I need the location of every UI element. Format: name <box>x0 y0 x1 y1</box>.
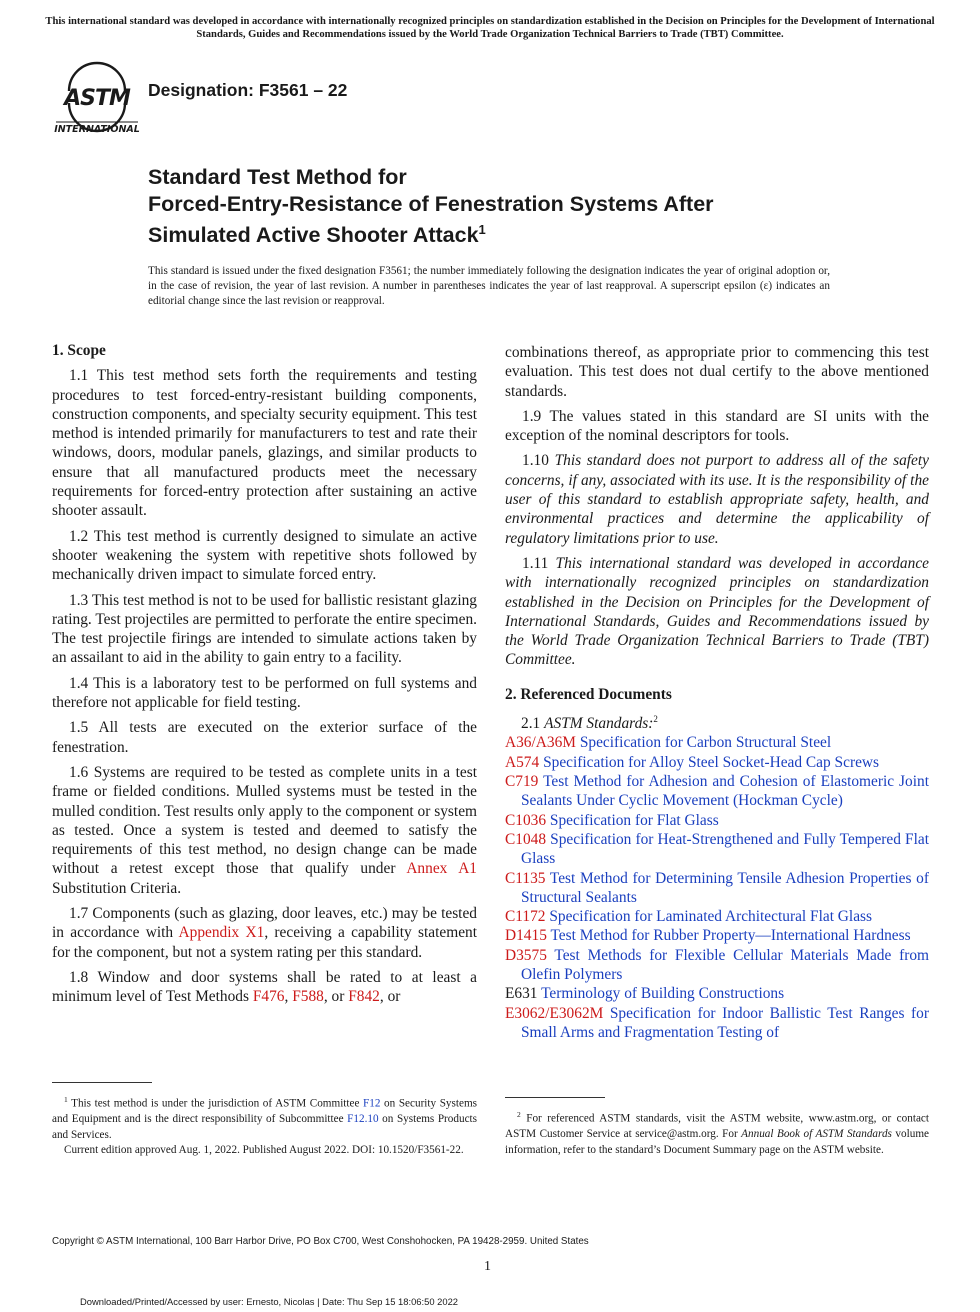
reference-code-link[interactable]: D3575 <box>505 946 547 964</box>
para-1-8: 1.8 Window and door systems shall be rated to at least a minimum level of Test Methods F476, F588, or F842, or <box>52 968 477 1006</box>
para-1-5: 1.5 All tests are executed on the exterior surface of the fenestration. <box>52 719 477 756</box>
reference-code-link[interactable]: C1036 <box>505 811 547 829</box>
edition-note: Current edition approved Aug. 1, 2022. Published August 2022. DOI: 10.1520/F3561-22. <box>64 1144 464 1157</box>
reference-item <box>505 1004 929 1043</box>
reference-item <box>505 907 929 926</box>
title-line-1: Standard Test Method for <box>148 165 407 189</box>
footnote-rule-left <box>52 1082 152 1083</box>
copyright-line: Copyright © ASTM International, 100 Barr Harbor Drive, PO Box C700, West Conshohocken, PA 19428-2959. United States <box>52 1236 589 1247</box>
reference-item <box>505 926 929 945</box>
reference-item <box>505 869 929 908</box>
document-title <box>148 164 908 249</box>
para-1-7: 1.7 Components (such as glazing, door leaves, etc.) may be tested in accordance with Appendix X1, receiving a capability statement for the component, but not a system rating per this standard. <box>52 905 478 961</box>
f12-10-link[interactable]: F12.10 <box>347 1113 379 1126</box>
download-stamp: Downloaded/Printed/Accessed by user: Ernesto, Nicolas | Date: Thu Sep 15 18:06:50 2022 <box>80 1296 459 1307</box>
appendix-x1-link[interactable]: Appendix X1 <box>178 924 265 942</box>
para-1-1: 1.1 This test method sets forth the requirements and testing procedures to test forced-entry-resistant building components, construction components, and specialty security equipment. This test method is intended primarily for manufacturers to test and rate their windows, doors, modular panels, glazings, and similar products to ensure that all manufactured products meet the necessary requirements for forced-entry protection after sustaining an active shooter assault. <box>52 367 477 520</box>
reference-title-link[interactable]: Terminology of Building Constructions <box>541 985 785 1003</box>
para-1-8-continued: combinations thereof, as appropriate prior to commencing this test evaluation. This test does not dual certify to the above mentioned standards. <box>505 344 929 400</box>
reference-code-link[interactable]: C1172 <box>505 908 546 926</box>
astm-logo <box>54 56 140 136</box>
para-1-4: 1.4 This is a laboratory test to be performed on full systems and therefore not applicable for field testing. <box>52 674 477 712</box>
reference-title-link[interactable]: Test Method for Rubber Property—International Hardness <box>550 927 911 945</box>
reference-item <box>505 753 929 772</box>
svg-text:INTERNATIONAL: INTERNATIONAL <box>54 124 140 135</box>
reference-item <box>505 984 929 1003</box>
page-number: 1 <box>484 1259 491 1274</box>
para-1-2: 1.2 This test method is currently designed to simulate an active shooter weakening the system with repetitive shots followed by mechanically driven impact to simulate forced entry. <box>52 527 477 584</box>
footnote-1: $^1$ This test method is under the jurisdiction of ASTM Committee F12 on Security Systems and Equipment and is the direct responsibility of Subcommittee F12.10 on Systems Products and Services. Current edition approved Aug. 1, 2022. Published August 2022. DOI: 10.1520/F3561-22. <box>52 1092 477 1159</box>
f842-link[interactable]: F842 <box>348 988 380 1006</box>
footnote-2: $^2$ For referenced ASTM standards, visit the ASTM website, www.astm.org, or contact ASTM Customer Service at service@astm.org. For Annual Book of ASTM Standards volume information, refer to the standard’s Document Summary page on the ASTM website. <box>505 1110 929 1156</box>
para-1-6: 1.6 Systems are required to be tested as complete units in a test frame or fielded conditions. Mulled systems must be tested in the mulled condition. Test results only apply to the component or system as tested. Once a system is tested and deemed to satisfy the requirements of this test method, no design change can be made without a retest except those that qualify under Annex A1 Substitution Criteria. <box>52 763 478 897</box>
section-heading-scope: 1. Scope <box>52 342 106 359</box>
reference-code-link[interactable]: C1048 <box>505 830 547 848</box>
f12-link[interactable]: F12 <box>363 1097 381 1110</box>
title-line-3: Simulated Active Shooter Attack$^1$ <box>148 222 486 248</box>
reference-title-link[interactable]: Test Method for Adhesion and Cohesion of Elastomeric Joint Sealants Under Cyclic Movement (Hockman Cycle) <box>521 773 929 810</box>
title-footnote-mark[interactable]: 1 <box>478 222 486 237</box>
right-column <box>505 343 929 1042</box>
svg-text:ASTM: ASTM <box>64 86 130 111</box>
reference-code-link[interactable]: D1415 <box>505 927 547 945</box>
reference-code-link[interactable]: E3062/E3062M <box>505 1004 604 1022</box>
reference-title-link[interactable]: Test Methods for Flexible Cellular Materials Made from Olefin Polymers <box>521 946 929 984</box>
reference-item <box>505 772 929 811</box>
title-line-2: Forced-Entry-Resistance of Fenestration Systems After <box>148 191 714 216</box>
section-heading-referenced-documents: 2. Referenced Documents <box>505 685 672 703</box>
reference-title-link[interactable]: Specification for Indoor Ballistic Test Ranges for Small Arms and Fragmentation Testing of <box>521 1004 929 1041</box>
reference-code: E631 <box>505 985 538 1003</box>
annex-a1-link[interactable]: Annex A1 <box>406 860 478 878</box>
para-1-11: 1.11 This international standard was developed in accordance with internationally recognized principles on standardization established in the Decision on Principles for the Development of International Standards, Guides and Recommendations issued by the World Trade Organization Technical Barriers to Trade (TBT) Committee. <box>505 554 929 669</box>
reference-list <box>505 710 929 1042</box>
reference-title-link[interactable]: Specification for Carbon Structural Steel <box>579 734 832 752</box>
para-1-3: 1.3 This test method is not to be used for ballistic resistant glazing rating. Test projectiles are permitted to perforate the entire specimen. The test projectile firings are intended to simulate actions taken by an assailant to aid in the ability to gain entry to a facility. <box>52 591 477 667</box>
para-1-9: 1.9 The values stated in this standard are SI units with the exception of the nominal descriptors for tools. <box>505 407 929 445</box>
reference-title-link[interactable]: Specification for Flat Glass <box>549 811 719 829</box>
reference-title-link[interactable]: Test Method for Determining Tensile Adhesion Properties of Structural Sealants <box>521 869 929 906</box>
astm-standards-subheading: 2.1 ASTM Standards:$^2$ <box>521 714 658 733</box>
reference-code-link[interactable]: A574 <box>505 753 540 771</box>
designation: Designation: F3561 – 22 <box>148 80 348 100</box>
reference-item <box>505 733 929 752</box>
reference-title-link[interactable]: Specification for Alloy Steel Socket-Head Cap Screws <box>543 753 880 771</box>
reference-item <box>505 830 929 869</box>
footnote-rule-right <box>505 1097 605 1098</box>
reference-item <box>505 811 929 830</box>
f476-link[interactable]: F476 <box>252 988 285 1006</box>
reference-code-link[interactable]: C1135 <box>505 869 546 887</box>
footnote-2-mark[interactable]: 2 <box>653 714 658 725</box>
reference-title-link[interactable]: Specification for Heat-Strengthened and Fully Tempered Flat Glass <box>521 830 929 868</box>
left-column <box>52 341 477 1013</box>
reference-code-link[interactable]: C719 <box>505 773 539 791</box>
para-1-10: 1.10 This standard does not purport to address all of the safety concerns, if any, associated with its use. It is the responsibility of the user of this standard to establish appropriate safety, health, and environmental practices and determine the applicability of regulatory limitations prior to use. <box>505 452 929 547</box>
f588-link[interactable]: F588 <box>292 988 324 1006</box>
reference-title-link[interactable]: Specification for Laminated Architectural Flat Glass <box>549 908 873 926</box>
reference-item <box>505 946 929 985</box>
tbt-notice: This international standard was developed in accordance with internationally recognized principles on standardization established in the Decision on Principles for the Development of International Standards, Guides and Recommendations issued by the World Trade Organization Technical Barriers to Trade (TBT) Committee. <box>45 16 935 40</box>
reference-code-link[interactable]: A36/A36M <box>505 734 576 752</box>
issuance-statement: This standard is issued under the fixed designation F3561; the number immediately following the designation indicates the year of original adoption or, in the case of revision, the year of last revision. A number in parentheses indicates the year of last reapproval. A superscript epsilon (ε) indicates an editorial change since the last revision or reapproval. <box>148 265 830 307</box>
